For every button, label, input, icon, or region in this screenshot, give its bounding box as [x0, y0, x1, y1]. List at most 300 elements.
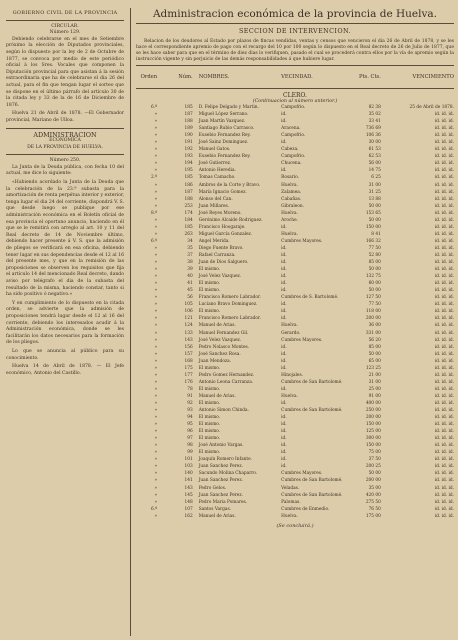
- row-residence: id.: [281, 443, 287, 449]
- row-due-date: id. id. id.: [434, 478, 454, 484]
- row-number: 41: [187, 281, 193, 287]
- header-amount: Pts. Cts.: [358, 74, 381, 80]
- notice-paragraph-3: Y en cumplimiento de lo dispuesto en la citada orden, se advierte que la admisión de proposiciones tendrá lugar desde el 12 al 16 del corriente, debiendo los interesados acudir á la Administración económica, donde se les facilitarán los datos necesarios para la formación de los pliegos.: [6, 300, 124, 346]
- row-amount: 420 00: [365, 492, 381, 498]
- row-due-date: id. id. id.: [434, 267, 454, 273]
- row-due-date: 25 de Abril de 1878.: [409, 105, 454, 110]
- row-number: 263: [184, 231, 193, 237]
- row-due-date: id. id. id.: [434, 112, 454, 118]
- table-row: [136, 203, 454, 210]
- row-name: Gerónimo Alcaide Rodriguez.: [198, 217, 263, 223]
- row-residence: id.: [281, 457, 287, 463]
- row-number: 98: [187, 443, 193, 449]
- row-order: »: [154, 203, 158, 209]
- table-row: [136, 189, 454, 196]
- row-residence: id.: [281, 386, 287, 392]
- row-order: »: [154, 513, 158, 519]
- row-residence: Huelva.: [281, 513, 298, 519]
- row-residence: Aroche.: [281, 217, 298, 223]
- row-residence: Campofrio.: [281, 105, 306, 110]
- table-row: [136, 379, 454, 386]
- table-row: [136, 428, 454, 435]
- row-residence: id.: [281, 464, 287, 470]
- page-subtitle: SECCION DE INTERVENCION.: [239, 27, 351, 35]
- table-row: [136, 358, 454, 365]
- row-residence: Hinojales.: [281, 372, 304, 378]
- row-residence: Campofrio.: [281, 154, 306, 160]
- row-residence: Huelva.: [281, 323, 298, 329]
- row-residence: id.: [281, 344, 287, 350]
- row-number: 35: [187, 245, 193, 251]
- row-name: Joaquín Romero Infante.: [198, 457, 253, 463]
- circular-signature: Huelva 21 de Abril de 1878. —El Gobernador provincial, Mariano de Ulloa.: [6, 111, 124, 123]
- row-name: José Velez Vazquez.: [198, 274, 242, 280]
- row-order: »: [154, 260, 158, 266]
- row-number: 97: [187, 436, 193, 442]
- row-order: »: [154, 112, 158, 118]
- table-row: [136, 111, 454, 118]
- row-amount: 52 80: [368, 252, 381, 258]
- table-row: [136, 351, 454, 358]
- row-order: »: [154, 267, 158, 273]
- row-amount: 85 00: [368, 260, 381, 266]
- row-due-date: id. id. id.: [434, 175, 454, 181]
- row-amount: 62 53: [368, 154, 381, 160]
- row-name: Manuel de Arias.: [198, 513, 236, 519]
- section-name: CLERO.: [283, 92, 307, 99]
- row-name: El mismo.: [198, 309, 221, 315]
- row-residence: id.: [281, 358, 287, 364]
- left-heading: GOBIERNO CIVIL DE LA PROVINCIA: [12, 10, 118, 16]
- row-number: 148: [184, 499, 193, 505]
- row-residence: Cumbres de San Bartolomé.: [281, 379, 343, 385]
- row-amount: 125 00: [365, 429, 381, 435]
- row-order: »: [154, 133, 158, 139]
- row-amount: 31 00: [368, 379, 381, 385]
- row-order: »: [154, 436, 158, 442]
- header-residence: VECINDAD.: [281, 74, 313, 80]
- row-amount: 400 00: [365, 400, 381, 406]
- table-row: [136, 499, 454, 506]
- row-residence: id.: [281, 302, 287, 308]
- table-row: [136, 118, 454, 125]
- row-order: »: [154, 365, 158, 371]
- row-amount: 8 41: [371, 231, 381, 237]
- row-amount: 6 25: [371, 175, 381, 181]
- row-order: »: [154, 351, 158, 357]
- row-residence: id.: [281, 316, 287, 322]
- row-name: Angel Merida.: [198, 238, 230, 244]
- row-residence: Cumbres de San Bartolomé.: [281, 478, 343, 484]
- row-order: 6.º: [150, 506, 158, 512]
- row-due-date: id. id. id.: [434, 210, 454, 216]
- table-row: [136, 421, 454, 428]
- row-amount: 31 00: [368, 182, 381, 188]
- row-residence: id.: [281, 168, 287, 174]
- section-heading: ADMINISTRACION: [33, 130, 97, 139]
- table-row: [136, 456, 454, 463]
- row-due-date: id. id. id.: [434, 436, 454, 442]
- row-due-date: id. id. id.: [434, 182, 454, 188]
- table-row: [136, 224, 454, 231]
- row-name: Juan de Dios Salguero.: [198, 260, 249, 266]
- row-order: »: [154, 309, 158, 315]
- row-number: 157: [184, 351, 193, 357]
- row-amount: 91 00: [368, 393, 381, 399]
- row-order: »: [154, 316, 158, 322]
- row-number: 184: [184, 217, 193, 223]
- row-name: José Sanchez Rosa.: [198, 351, 241, 357]
- row-name: Juan Sanchez Perez.: [198, 464, 243, 470]
- notice-number: Número 250.: [49, 158, 81, 164]
- row-residence: Campofrio.: [281, 133, 306, 139]
- page-title: Administracion económica de la provincia de Huelva.: [152, 8, 438, 20]
- row-number: 193: [184, 154, 193, 160]
- footer-note: (Se concluirá.): [276, 522, 314, 529]
- row-name: Pedro Gomez Hernandez.: [198, 372, 255, 378]
- row-number: 177: [184, 372, 193, 378]
- row-number: 143: [184, 337, 193, 343]
- divider: [6, 154, 124, 155]
- row-name: El mismo.: [198, 400, 221, 406]
- section-subheading: ECONÓMICA: [49, 138, 81, 144]
- row-name: Pedro Gelos.: [198, 485, 227, 491]
- row-amount: 61 53: [368, 147, 381, 153]
- row-due-date: id. id. id.: [434, 457, 454, 463]
- row-number: 78: [187, 386, 193, 392]
- row-name: Santiago Rubio Carrasco.: [198, 126, 255, 132]
- row-name: El mismo.: [198, 281, 221, 287]
- row-number: 253: [184, 203, 193, 209]
- row-number: 91: [187, 393, 193, 399]
- row-due-date: id. id. id.: [434, 408, 454, 414]
- row-residence: id.: [281, 415, 287, 421]
- row-amount: 25 00: [368, 386, 381, 392]
- row-residence: id.: [281, 267, 287, 273]
- row-order: »: [154, 147, 158, 153]
- row-order: »: [154, 422, 158, 428]
- row-amount: 77 50: [368, 245, 381, 251]
- row-order: 8.º: [150, 210, 158, 216]
- row-residence: id.: [281, 309, 287, 315]
- row-number: 162: [184, 513, 193, 519]
- row-residence: Huelva.: [281, 210, 298, 216]
- row-number: 133: [184, 330, 193, 336]
- row-number: 186: [184, 182, 193, 188]
- circular-number: Número 129.: [49, 30, 81, 36]
- row-name: Juan Millares.: [198, 203, 230, 209]
- row-name: José Sainz Dominguez.: [198, 140, 249, 146]
- right-column: [136, 6, 454, 638]
- row-name: Diego Fuente Bravo.: [198, 245, 244, 251]
- row-order: »: [154, 217, 158, 223]
- row-amount: 150 00: [365, 443, 381, 449]
- table-row: [136, 210, 454, 217]
- row-due-date: id. id. id.: [434, 147, 454, 153]
- row-number: 92: [187, 400, 193, 406]
- table-row: [136, 330, 454, 337]
- row-due-date: id. id. id.: [434, 471, 454, 477]
- row-order: »: [154, 154, 158, 160]
- row-due-date: id. id. id.: [434, 506, 454, 512]
- table-row: [136, 442, 454, 449]
- row-due-date: id. id. id.: [434, 245, 454, 251]
- row-amount: 82 38: [368, 105, 381, 110]
- row-number: 103: [184, 464, 193, 470]
- row-order: 2.º: [150, 175, 158, 181]
- row-due-date: id. id. id.: [434, 337, 454, 343]
- row-number: 34: [187, 238, 193, 244]
- row-amount: 13 88: [368, 196, 381, 202]
- row-name: Eusebio Fernandez Rey.: [198, 154, 251, 160]
- row-name: El mismo.: [198, 436, 221, 442]
- table-row: [136, 238, 454, 245]
- table-row: [136, 463, 454, 470]
- row-order: »: [154, 323, 158, 329]
- table-row: [136, 266, 454, 273]
- table-row: [136, 513, 454, 520]
- row-amount: 37 50: [368, 457, 381, 463]
- notice-paragraph-2: «Habiendo acordado la Junta de la Deuda que la celebración de la 23.ª subasta para la amortización de renta perpétua interior y exterior, tenga lugar el dia 24 del corriente, dispondrá V. S. que desde luego se publique por ese administración económica en el Boletín oficial de esa provincia el oportuno anuncio, haciendo en él que se le remitirá con arreglo al art. 10 y 11 del Real decreto de 14 de Noviembre último, debiendo hacer presente á V. S. que la admisión de pliegos se verificará en esa oficina, debiendo tener lugar en sus dependencias desde el 12 al 16 del presente mes, y que en la remisión de las proposiciones se observen los requisitos que fija el artículo 14 del mencionado Real decreto, dando aviso por telégrafo el dia de la subasta del resultado de la misma, haciendo constar, tanto si ha sido positivo ó negativo.»: [6, 180, 124, 298]
- row-number: 124: [184, 323, 193, 329]
- row-amount: 50 00: [368, 217, 381, 223]
- table-row: [136, 435, 454, 442]
- table-row: [136, 449, 454, 456]
- row-order: »: [154, 457, 158, 463]
- divider: [6, 128, 124, 129]
- notice-paragraph-4: Lo que se anuncia al público para su conocimiento.: [6, 348, 124, 361]
- table-row: [136, 337, 454, 344]
- row-order: »: [154, 302, 158, 308]
- row-amount: 331 00: [365, 330, 381, 336]
- row-residence: id.: [281, 140, 287, 146]
- row-name: D. Felipe Delgado y Martin.: [198, 105, 259, 110]
- row-residence: id.: [281, 288, 287, 294]
- row-due-date: id. id. id.: [434, 443, 454, 449]
- row-due-date: id. id. id.: [434, 238, 454, 244]
- row-amount: 250 00: [365, 408, 381, 414]
- header-order: Orden: [140, 74, 158, 80]
- row-residence: id.: [281, 450, 287, 456]
- row-due-date: id. id. id.: [434, 422, 454, 428]
- row-amount: 132 75: [365, 274, 381, 280]
- row-name: Sacundo Molina Chaparro.: [198, 471, 258, 477]
- row-due-date: id. id. id.: [434, 281, 454, 287]
- row-number: 187: [184, 189, 193, 195]
- row-residence: id.: [281, 365, 287, 371]
- row-name: Juan Martín Vazquez.: [198, 119, 246, 125]
- row-due-date: id. id. id.: [434, 203, 454, 209]
- row-due-date: id. id. id.: [434, 429, 454, 435]
- row-due-date: id. id. id.: [434, 513, 454, 519]
- circular-label: CIRCULAR.: [51, 23, 79, 29]
- row-name: Manuel Fernandez Gil.: [198, 330, 249, 336]
- row-due-date: id. id. id.: [434, 485, 454, 491]
- row-number: 56: [187, 295, 193, 301]
- row-name: El mismo.: [198, 267, 221, 273]
- row-amount: 127 50: [365, 295, 381, 301]
- row-amount: 35 02: [368, 112, 381, 118]
- row-amount: 200 00: [365, 415, 381, 421]
- row-number: 99: [187, 450, 193, 456]
- row-due-date: id. id. id.: [434, 252, 454, 258]
- row-amount: 153 65: [365, 210, 381, 216]
- row-number: 95: [187, 422, 193, 428]
- row-residence: id.: [281, 119, 287, 125]
- row-order: »: [154, 386, 158, 392]
- table-row: [136, 470, 454, 477]
- row-name: Francisco Romero Labrador.: [198, 316, 261, 322]
- notice-paragraph-1: La Junta de la Deuda pública, con fecha 10 del actual, me dice lo siguiente:: [6, 164, 124, 177]
- row-number: 140: [184, 471, 193, 477]
- row-order: »: [154, 231, 158, 237]
- table-row: [136, 294, 454, 301]
- row-order: »: [154, 274, 158, 280]
- row-order: »: [154, 182, 158, 188]
- table-row: [136, 252, 454, 259]
- row-name: Rafael Carranza.: [198, 252, 236, 258]
- row-due-date: id. id. id.: [434, 302, 454, 308]
- table-row: [136, 407, 454, 414]
- row-order: »: [154, 281, 158, 287]
- row-order: »: [154, 196, 158, 202]
- row-amount: 36 00: [368, 323, 381, 329]
- table-row: [136, 196, 454, 203]
- table-row: [136, 153, 454, 160]
- row-name: Manuel Gatos.: [198, 147, 231, 153]
- row-residence: id.: [281, 436, 287, 442]
- row-amount: 200 00: [365, 316, 381, 322]
- row-order: »: [154, 337, 158, 343]
- row-name: El mismo.: [198, 422, 221, 428]
- table-row: [136, 301, 454, 308]
- table-row: [136, 506, 454, 513]
- table-row: [136, 245, 454, 252]
- row-residence: id.: [281, 429, 287, 435]
- row-order: »: [154, 168, 158, 174]
- row-amount: 65 00: [368, 358, 381, 364]
- row-name: El mismo.: [198, 450, 221, 456]
- row-due-date: id. id. id.: [434, 189, 454, 195]
- row-order: »: [154, 450, 158, 456]
- row-order: »: [154, 119, 158, 125]
- row-residence: Cumbres de Enmedio.: [281, 506, 330, 512]
- debtor-table: [136, 104, 454, 520]
- row-amount: 118 00: [365, 309, 381, 315]
- row-residence: id.: [281, 224, 287, 230]
- circular-paragraph: Debiendo celebrarse en el mes de Setiembre próximo la elección de Diputados provinciales, según lo dispuesto por la ley de 2 de Octubre de 1877, se convoca por medio de este periódico oficial á los Sres. Vocales que componen la Diputación provincial para que asistan á la sesión extraordinaria que ha de celebrarse el dia 26 del actual, para el fin que tengan lugar el sorteo que se dispone en el último párrafo del artículo 30 de la citada ley y 33 de la de 16 de Diciembre de 1876.: [6, 36, 124, 108]
- table-row: [136, 125, 454, 132]
- row-number: 39: [187, 267, 193, 273]
- row-name: Francisco Hoogaraje.: [198, 224, 246, 230]
- row-number: 38: [187, 260, 193, 266]
- row-order: »: [154, 245, 158, 251]
- row-amount: 736 69: [365, 126, 381, 132]
- row-amount: 50 00: [368, 267, 381, 273]
- row-due-date: id. id. id.: [434, 295, 454, 301]
- table-row: [136, 372, 454, 379]
- row-number: 96: [187, 429, 193, 435]
- row-number: 40: [187, 274, 193, 280]
- row-number: 174: [184, 210, 193, 216]
- row-residence: Veladas.: [281, 485, 300, 491]
- row-name: José Gutierrez.: [198, 161, 232, 167]
- row-due-date: id. id. id.: [434, 126, 454, 132]
- row-order: »: [154, 400, 158, 406]
- row-number: 176: [184, 379, 193, 385]
- row-order: »: [154, 140, 158, 146]
- table-row: [136, 167, 454, 174]
- table-row: [136, 477, 454, 484]
- row-due-date: id. id. id.: [434, 231, 454, 237]
- row-residence: id.: [281, 274, 287, 280]
- row-name: Alonso del Can.: [198, 196, 233, 202]
- row-number: 121: [184, 316, 193, 322]
- table-row: [136, 139, 454, 146]
- row-number: 94: [187, 415, 193, 421]
- row-number: 188: [184, 196, 193, 202]
- row-name: Manuel de Arias.: [198, 323, 236, 329]
- row-name: Miguel López Serrano.: [198, 112, 249, 118]
- row-number: 145: [184, 492, 193, 498]
- row-residence: id.: [281, 422, 287, 428]
- row-name: El mismo.: [198, 365, 221, 371]
- row-number: 37: [187, 252, 193, 258]
- row-name: Francisco Romero Labrador.: [198, 295, 261, 301]
- row-order: »: [154, 344, 158, 350]
- row-due-date: id. id. id.: [434, 224, 454, 230]
- row-order: »: [154, 358, 158, 364]
- row-residence: Aracena.: [281, 126, 301, 132]
- table-row: [136, 174, 454, 181]
- row-amount: 77 50: [368, 302, 381, 308]
- left-column: [6, 10, 124, 636]
- row-residence: Gibraleon.: [281, 203, 304, 209]
- row-number: 106: [184, 309, 193, 315]
- row-number: 187: [184, 112, 193, 118]
- row-due-date: id. id. id.: [434, 196, 454, 202]
- row-amount: 50 00: [368, 351, 381, 357]
- row-order: 6.º: [150, 105, 158, 110]
- row-name: Manuel de Arias.: [198, 393, 236, 399]
- row-order: »: [154, 485, 158, 491]
- row-due-date: id. id. id.: [434, 330, 454, 336]
- table-row: [136, 160, 454, 167]
- row-number: 185: [184, 224, 193, 230]
- row-due-date: id. id. id.: [434, 351, 454, 357]
- table-row: [136, 308, 454, 315]
- row-amount: 33 41: [368, 119, 381, 125]
- row-amount: 300 00: [365, 436, 381, 442]
- row-number: 188: [184, 119, 193, 125]
- section-subheading-2: DE LA PROVINCIA DE HUELVA.: [27, 144, 103, 150]
- header-number: Núm.: [178, 74, 193, 80]
- table-row: [136, 365, 454, 372]
- row-residence: Huelva.: [281, 393, 298, 399]
- row-amount: 166 32: [365, 238, 381, 244]
- row-name: El mismo.: [198, 288, 221, 294]
- row-order: »: [154, 408, 158, 414]
- row-name: José Velez Vazquez.: [198, 337, 242, 343]
- row-amount: 35 00: [368, 485, 381, 491]
- row-due-date: id. id. id.: [434, 217, 454, 223]
- row-order: »: [154, 330, 158, 336]
- table-row: [136, 344, 454, 351]
- header-names: NOMBRES.: [198, 74, 230, 80]
- row-residence: Cumbres Mayores.: [281, 471, 323, 477]
- row-number: 175: [184, 365, 193, 371]
- row-residence: Gerardo.: [281, 330, 301, 336]
